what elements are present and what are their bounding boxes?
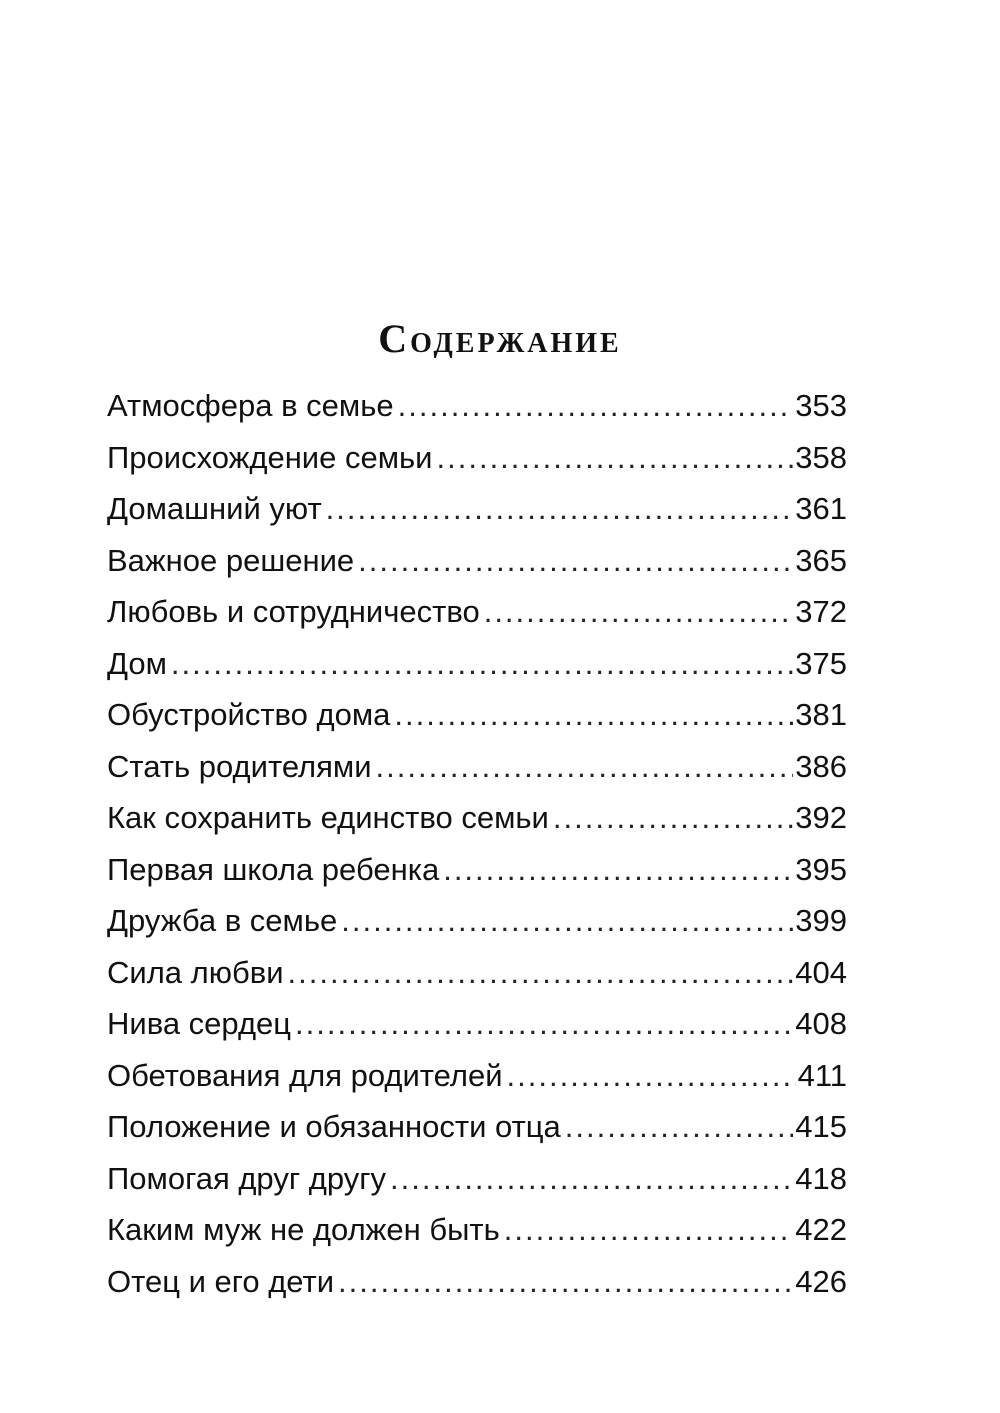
toc-entry bbox=[107, 535, 847, 587]
toc-entry-title: Происхождение семьи bbox=[107, 439, 433, 475]
toc-page-number: 408 bbox=[795, 1006, 847, 1041]
toc-entry bbox=[107, 1204, 847, 1256]
toc-entry-title: Любовь и сотрудничество bbox=[107, 594, 480, 629]
toc-page-number: 415 bbox=[795, 1109, 847, 1144]
toc-entry-title: Стать родителями bbox=[107, 748, 372, 784]
toc-dot-leader bbox=[338, 1256, 793, 1308]
toc-page-number: 375 bbox=[795, 645, 847, 681]
toc-page-number: 361 bbox=[795, 491, 847, 526]
toc-page-number: 399 bbox=[795, 903, 847, 938]
toc-page-number: 365 bbox=[795, 542, 847, 578]
toc-dot-leader bbox=[295, 998, 793, 1050]
toc-dot-leader bbox=[398, 380, 794, 432]
toc-dot-leader bbox=[394, 689, 793, 741]
toc-dot-leader bbox=[288, 947, 794, 999]
toc-entry bbox=[107, 638, 847, 690]
toc-entry bbox=[107, 483, 847, 535]
toc-entry-title: Отец и его дети bbox=[107, 1263, 335, 1299]
toc-entry bbox=[107, 432, 847, 484]
toc-dot-leader bbox=[341, 895, 793, 947]
toc-entry bbox=[107, 1101, 847, 1153]
toc-entry-title: Атмосфера в семье bbox=[107, 388, 394, 423]
table-of-contents bbox=[107, 380, 847, 1307]
toc-dot-leader bbox=[326, 483, 794, 535]
toc-entry-title: Дружба в семье bbox=[107, 903, 338, 938]
toc-entry-title: Обустройство дома bbox=[107, 697, 391, 732]
toc-entry bbox=[107, 741, 847, 793]
toc-entry bbox=[107, 895, 847, 947]
toc-entry-title: Важное решение bbox=[107, 542, 355, 578]
toc-page-number: 426 bbox=[795, 1263, 847, 1299]
toc-entry-title: Помогая друг другу bbox=[107, 1160, 387, 1196]
toc-entry bbox=[107, 689, 847, 741]
toc-dot-leader bbox=[437, 432, 794, 484]
toc-entry bbox=[107, 844, 847, 896]
toc-page-number: 386 bbox=[795, 748, 847, 784]
toc-entry bbox=[107, 947, 847, 999]
toc-page-number: 422 bbox=[795, 1212, 847, 1247]
toc-entry bbox=[107, 380, 847, 432]
toc-entry-title: Первая школа ребенка bbox=[107, 851, 440, 887]
toc-page-number: 372 bbox=[795, 594, 847, 629]
toc-page-number: 392 bbox=[795, 800, 847, 835]
toc-entry bbox=[107, 792, 847, 844]
toc-page-number: 404 bbox=[795, 954, 847, 990]
toc-entry bbox=[107, 1256, 847, 1308]
toc-entry-title: Положение и обязанности отца bbox=[107, 1109, 561, 1144]
toc-page-number: 353 bbox=[795, 388, 847, 423]
toc-entry bbox=[107, 1050, 847, 1102]
toc-dot-leader bbox=[358, 535, 793, 587]
toc-dot-leader bbox=[553, 792, 793, 844]
toc-entry-title: Каким муж не должен быть bbox=[107, 1212, 500, 1247]
toc-dot-leader bbox=[390, 1153, 793, 1205]
toc-entry-title: Обетования для родителей bbox=[107, 1057, 503, 1093]
toc-dot-leader bbox=[376, 741, 794, 793]
toc-dot-leader bbox=[484, 586, 794, 638]
toc-entry-title: Дом bbox=[107, 645, 167, 681]
toc-page-number: 395 bbox=[795, 851, 847, 887]
toc-entry-title: Как сохранить единство семьи bbox=[107, 800, 549, 835]
toc-dot-leader bbox=[565, 1101, 793, 1153]
toc-entry-title: Сила любви bbox=[107, 954, 284, 990]
toc-dot-leader bbox=[443, 844, 793, 896]
page-title: Содержание bbox=[378, 315, 622, 361]
toc-page-number: 411 bbox=[797, 1057, 847, 1093]
toc-entry bbox=[107, 586, 847, 638]
toc-entry bbox=[107, 998, 847, 1050]
toc-entry-title: Домашний уют bbox=[107, 491, 322, 526]
toc-page-number: 358 bbox=[795, 439, 847, 475]
toc-dot-leader bbox=[507, 1050, 796, 1102]
toc-entry-title: Нива сердец bbox=[107, 1006, 292, 1041]
toc-dot-leader bbox=[504, 1204, 793, 1256]
toc-page-number: 418 bbox=[795, 1160, 847, 1196]
toc-page-number: 381 bbox=[795, 697, 847, 732]
toc-dot-leader bbox=[171, 638, 793, 690]
toc-entry bbox=[107, 1153, 847, 1205]
